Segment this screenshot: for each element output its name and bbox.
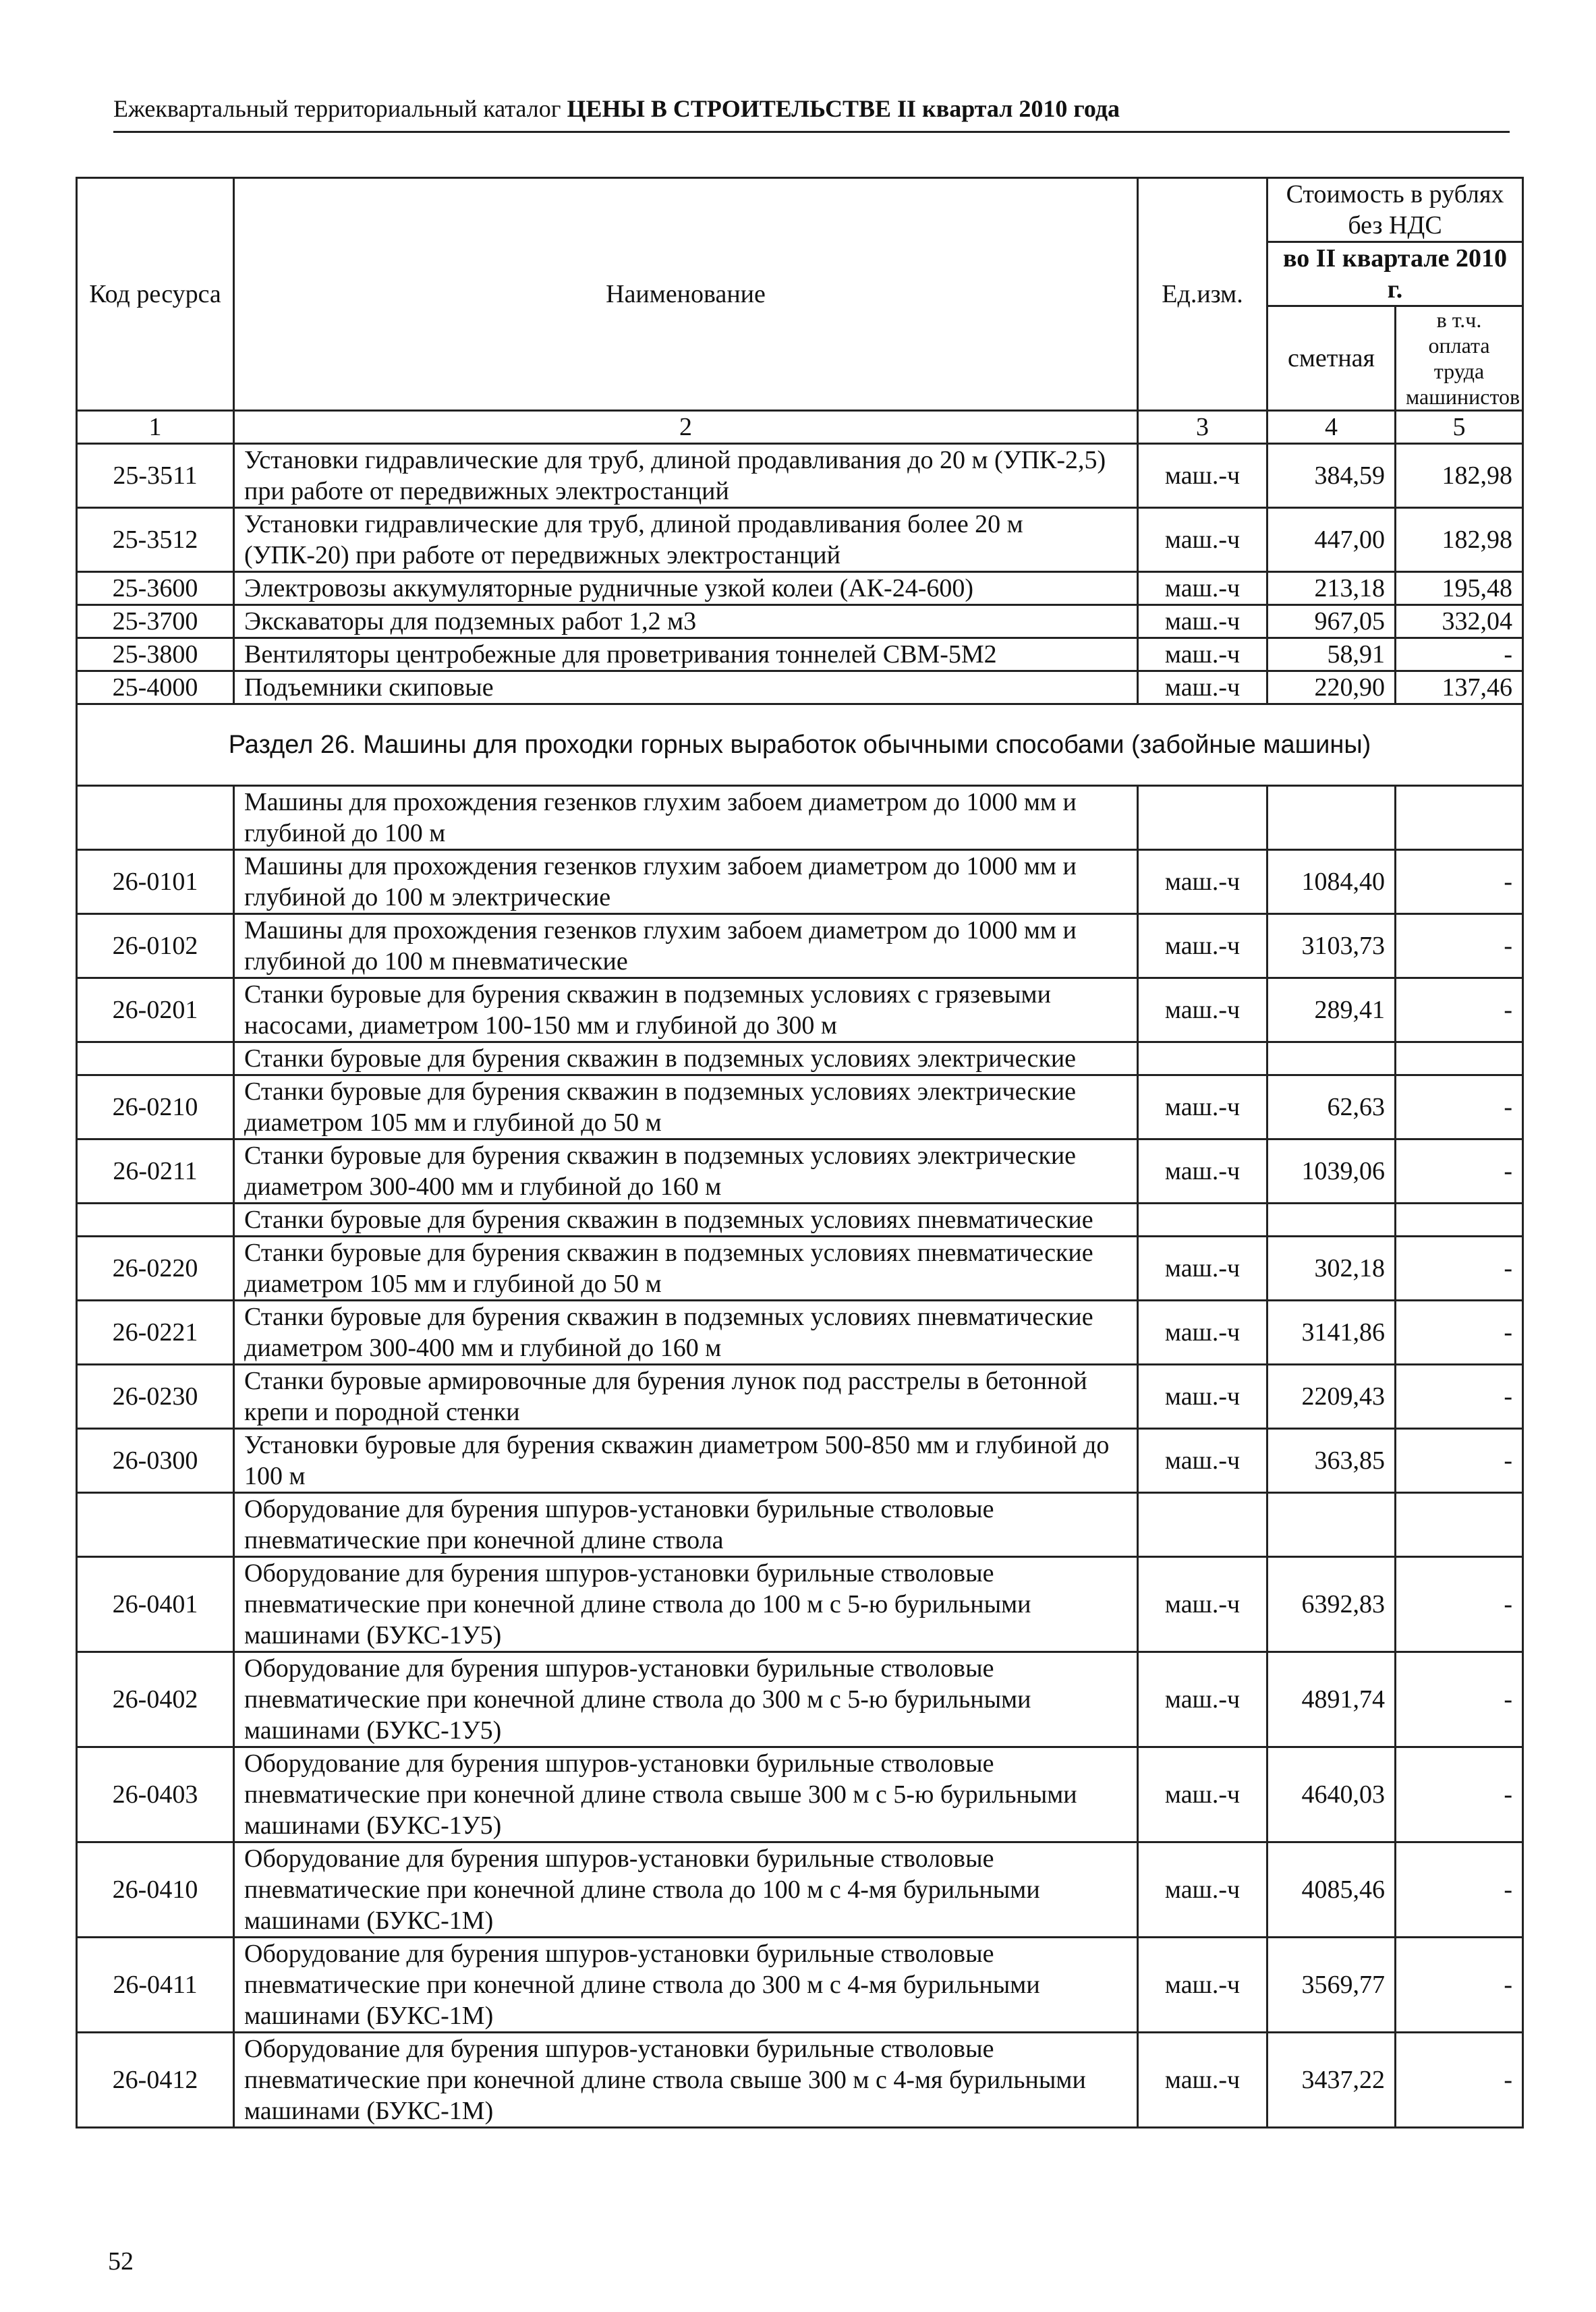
labor-cost-cell: -	[1396, 978, 1523, 1042]
col-number: 2	[234, 411, 1138, 444]
resource-code: 25-3700	[77, 605, 234, 638]
price-cell: 967,05	[1267, 605, 1396, 638]
price-cell: 62,63	[1267, 1075, 1396, 1139]
table-row	[77, 978, 1523, 1042]
labor-cost-cell: 182,98	[1396, 444, 1523, 508]
price-table	[76, 177, 1524, 2128]
price-cell: 289,41	[1267, 978, 1396, 1042]
labor-cost-cell: 332,04	[1396, 605, 1523, 638]
labor-cost-cell: -	[1396, 638, 1523, 671]
unit-cell: маш.-ч	[1138, 1652, 1267, 1747]
unit-cell	[1138, 1493, 1267, 1557]
table-row	[77, 572, 1523, 605]
price-cell: 2209,43	[1267, 1365, 1396, 1429]
table-row	[77, 1301, 1523, 1365]
resource-name: Электровозы аккумуляторные рудничные узкой колеи (АК-24-600)	[234, 572, 1138, 605]
price-cell: 3569,77	[1267, 1938, 1396, 2033]
table-row	[77, 508, 1523, 572]
price-cell: 384,59	[1267, 444, 1396, 508]
resource-name: Экскаваторы для подземных работ 1,2 м3	[234, 605, 1138, 638]
price-cell: 3141,86	[1267, 1301, 1396, 1365]
labor-cost-cell: -	[1396, 914, 1523, 978]
price-cell	[1267, 786, 1396, 850]
price-cell: 213,18	[1267, 572, 1396, 605]
resource-name: Оборудование для бурения шпуров-установки бурильные стволовые пневматические при конечной длине ствола до 300 м с 5-ю бурильными машинами (БУКС-1У5)	[234, 1652, 1138, 1747]
resource-name: Установки буровые для бурения скважин диаметром 500-850 мм и глубиной до 100 м	[234, 1429, 1138, 1493]
resource-code: 26-0102	[77, 914, 234, 978]
table-row	[77, 1042, 1523, 1075]
unit-cell: маш.-ч	[1138, 914, 1267, 978]
table-row	[77, 2033, 1523, 2128]
resource-code: 25-3600	[77, 572, 234, 605]
labor-cost-cell	[1396, 1042, 1523, 1075]
col-header-code: Код ресурса	[77, 178, 234, 411]
resource-code: 26-0210	[77, 1075, 234, 1139]
resource-name: Станки буровые для бурения скважин в подземных условиях электрические диаметром 105 мм и глубиной до 50 м	[234, 1075, 1138, 1139]
resource-code: 26-0410	[77, 1842, 234, 1938]
price-cell: 4891,74	[1267, 1652, 1396, 1747]
resource-code	[77, 1493, 234, 1557]
table-row	[77, 786, 1523, 850]
resource-code	[77, 786, 234, 850]
resource-name: Станки буровые для бурения скважин в подземных условиях электрические диаметром 300-400 мм и глубиной до 160 м	[234, 1139, 1138, 1204]
resource-code: 26-0230	[77, 1365, 234, 1429]
column-number-row	[77, 411, 1523, 444]
resource-code: 25-3512	[77, 508, 234, 572]
unit-cell: маш.-ч	[1138, 508, 1267, 572]
resource-code: 26-0300	[77, 1429, 234, 1493]
resource-code	[77, 1042, 234, 1075]
price-cell	[1267, 1493, 1396, 1557]
resource-code: 26-0412	[77, 2033, 234, 2128]
labor-cost-cell: 182,98	[1396, 508, 1523, 572]
resource-name: Оборудование для бурения шпуров-установки бурильные стволовые пневматические при конечной длине ствола свыше 300 м с 5-ю бурильными машинами (БУКС-1У5)	[234, 1747, 1138, 1842]
unit-cell: маш.-ч	[1138, 1429, 1267, 1493]
table-row	[77, 914, 1523, 978]
resource-name: Машины для прохождения гезенков глухим забоем диаметром до 1000 мм и глубиной до 100 м электрические	[234, 850, 1138, 914]
resource-name: Оборудование для бурения шпуров-установки бурильные стволовые пневматические при конечной длине ствола до 100 м с 5-ю бурильными машинами (БУКС-1У5)	[234, 1557, 1138, 1652]
unit-cell	[1138, 1042, 1267, 1075]
table-row	[77, 1938, 1523, 2033]
unit-cell: маш.-ч	[1138, 978, 1267, 1042]
table-row	[77, 671, 1523, 704]
price-cell: 1039,06	[1267, 1139, 1396, 1204]
labor-cost-cell: -	[1396, 1938, 1523, 2033]
price-cell: 4085,46	[1267, 1842, 1396, 1938]
unit-cell: маш.-ч	[1138, 850, 1267, 914]
table-row	[77, 638, 1523, 671]
resource-code: 26-0101	[77, 850, 234, 914]
col-number: 3	[1138, 411, 1267, 444]
labor-cost-cell: -	[1396, 1139, 1523, 1204]
table-row	[77, 1139, 1523, 1204]
price-cell: 6392,83	[1267, 1557, 1396, 1652]
table-row	[77, 850, 1523, 914]
col-header-cost: Стоимость в рублях без НДС	[1267, 178, 1523, 242]
table-row	[77, 605, 1523, 638]
price-cell: 58,91	[1267, 638, 1396, 671]
col-header-name: Наименование	[234, 178, 1138, 411]
catalog-prefix: Ежеквартальный территориальный каталог	[113, 95, 561, 122]
resource-name: Станки буровые для бурения скважин в подземных условиях электрические	[234, 1042, 1138, 1075]
unit-cell	[1138, 786, 1267, 850]
labor-cost-cell: -	[1396, 1557, 1523, 1652]
unit-cell: маш.-ч	[1138, 671, 1267, 704]
table-header-row	[77, 178, 1523, 242]
unit-cell	[1138, 1204, 1267, 1237]
labor-cost-cell: -	[1396, 1842, 1523, 1938]
unit-cell: маш.-ч	[1138, 605, 1267, 638]
unit-cell: маш.-ч	[1138, 444, 1267, 508]
price-cell: 363,85	[1267, 1429, 1396, 1493]
unit-cell: маш.-ч	[1138, 1139, 1267, 1204]
catalog-title: ЦЕНЫ В СТРОИТЕЛЬСТВЕ II квартал 2010 года	[567, 95, 1120, 122]
labor-cost-cell	[1396, 786, 1523, 850]
unit-cell: маш.-ч	[1138, 1301, 1267, 1365]
unit-cell: маш.-ч	[1138, 1237, 1267, 1301]
col-number: 4	[1267, 411, 1396, 444]
table-row	[77, 444, 1523, 508]
resource-code: 25-4000	[77, 671, 234, 704]
resource-name: Вентиляторы центробежные для проветривания тоннелей СВМ-5М2	[234, 638, 1138, 671]
section-row	[77, 704, 1523, 786]
price-cell: 1084,40	[1267, 850, 1396, 914]
table-row	[77, 1652, 1523, 1747]
table-row	[77, 1365, 1523, 1429]
resource-name: Подъемники скиповые	[234, 671, 1138, 704]
table-row	[77, 1429, 1523, 1493]
resource-name: Станки буровые для бурения скважин в подземных условиях пневматические	[234, 1204, 1138, 1237]
unit-cell: маш.-ч	[1138, 572, 1267, 605]
table-row	[77, 1075, 1523, 1139]
unit-cell: маш.-ч	[1138, 638, 1267, 671]
unit-cell: маш.-ч	[1138, 2033, 1267, 2128]
table-row	[77, 1493, 1523, 1557]
labor-cost-cell: -	[1396, 1365, 1523, 1429]
col-number: 1	[77, 411, 234, 444]
unit-cell: маш.-ч	[1138, 1075, 1267, 1139]
resource-name: Оборудование для бурения шпуров-установки бурильные стволовые пневматические при конечной длине ствола	[234, 1493, 1138, 1557]
labor-cost-cell: -	[1396, 850, 1523, 914]
labor-cost-cell	[1396, 1204, 1523, 1237]
labor-cost-cell: -	[1396, 1747, 1523, 1842]
col-header-labor: в т.ч. оплата труда машинистов	[1396, 306, 1523, 411]
resource-name: Станки буровые для бурения скважин в подземных условиях пневматические диаметром 105 мм и глубиной до 50 м	[234, 1237, 1138, 1301]
unit-cell: маш.-ч	[1138, 1747, 1267, 1842]
resource-name: Станки буровые для бурения скважин в подземных условиях с грязевыми насосами, диаметром 100-150 мм и глубиной до 300 м	[234, 978, 1138, 1042]
resource-code	[77, 1204, 234, 1237]
resource-code: 26-0401	[77, 1557, 234, 1652]
table-row	[77, 1204, 1523, 1237]
price-cell: 447,00	[1267, 508, 1396, 572]
resource-code: 25-3511	[77, 444, 234, 508]
resource-name: Машины для прохождения гезенков глухим забоем диаметром до 1000 мм и глубиной до 100 м пневматические	[234, 914, 1138, 978]
resource-name: Оборудование для бурения шпуров-установки бурильные стволовые пневматические при конечной длине ствола до 300 м с 4-мя бурильными машинами (БУКС-1М)	[234, 1938, 1138, 2033]
unit-cell: маш.-ч	[1138, 1938, 1267, 2033]
col-number: 5	[1396, 411, 1523, 444]
price-cell: 4640,03	[1267, 1747, 1396, 1842]
table-row	[77, 1237, 1523, 1301]
page-number: 52	[108, 2247, 134, 2276]
price-cell	[1267, 1042, 1396, 1075]
labor-cost-cell: -	[1396, 1429, 1523, 1493]
labor-cost-cell: -	[1396, 1075, 1523, 1139]
labor-cost-cell: 195,48	[1396, 572, 1523, 605]
table-row	[77, 1557, 1523, 1652]
price-cell: 302,18	[1267, 1237, 1396, 1301]
labor-cost-cell: -	[1396, 1237, 1523, 1301]
col-header-estimate: сметная	[1267, 306, 1396, 411]
section-title: Раздел 26. Машины для проходки горных выработок обычными способами (забойные машины)	[77, 704, 1523, 786]
labor-cost-cell: -	[1396, 1301, 1523, 1365]
price-cell: 3103,73	[1267, 914, 1396, 978]
col-header-unit: Ед.изм.	[1138, 178, 1267, 411]
price-cell	[1267, 1204, 1396, 1237]
resource-name: Машины для прохождения гезенков глухим забоем диаметром до 1000 мм и глубиной до 100 м	[234, 786, 1138, 850]
resource-code: 26-0211	[77, 1139, 234, 1204]
resource-code: 26-0411	[77, 1938, 234, 2033]
labor-cost-cell: 137,46	[1396, 671, 1523, 704]
resource-name: Установки гидравлические для труб, длиной продавливания до 20 м (УПК-2,5) при работе от передвижных электростанций	[234, 444, 1138, 508]
resource-name: Станки буровые армировочные для бурения лунок под расстрелы в бетонной крепи и породной стенки	[234, 1365, 1138, 1429]
table-row	[77, 1747, 1523, 1842]
resource-name: Оборудование для бурения шпуров-установки бурильные стволовые пневматические при конечной длине ствола свыше 300 м с 4-мя бурильными машинами (БУКС-1М)	[234, 2033, 1138, 2128]
resource-name: Оборудование для бурения шпуров-установки бурильные стволовые пневматические при конечной длине ствола до 100 м с 4-мя бурильными машинами (БУКС-1М)	[234, 1842, 1138, 1938]
price-cell: 220,90	[1267, 671, 1396, 704]
page-header	[113, 94, 1510, 133]
labor-cost-cell	[1396, 1493, 1523, 1557]
resource-code: 26-0403	[77, 1747, 234, 1842]
resource-code: 26-0221	[77, 1301, 234, 1365]
resource-name: Станки буровые для бурения скважин в подземных условиях пневматические диаметром 300-400 мм и глубиной до 160 м	[234, 1301, 1138, 1365]
unit-cell: маш.-ч	[1138, 1557, 1267, 1652]
table-row	[77, 1842, 1523, 1938]
price-cell: 3437,22	[1267, 2033, 1396, 2128]
resource-code: 25-3800	[77, 638, 234, 671]
resource-code: 26-0220	[77, 1237, 234, 1301]
resource-code: 26-0402	[77, 1652, 234, 1747]
resource-name: Установки гидравлические для труб, длиной продавливания более 20 м (УПК-20) при работе от передвижных электростанций	[234, 508, 1138, 572]
unit-cell: маш.-ч	[1138, 1365, 1267, 1429]
labor-cost-cell: -	[1396, 1652, 1523, 1747]
labor-cost-cell: -	[1396, 2033, 1523, 2128]
unit-cell: маш.-ч	[1138, 1842, 1267, 1938]
col-header-period: во II квартале 2010 г.	[1267, 242, 1523, 306]
resource-code: 26-0201	[77, 978, 234, 1042]
